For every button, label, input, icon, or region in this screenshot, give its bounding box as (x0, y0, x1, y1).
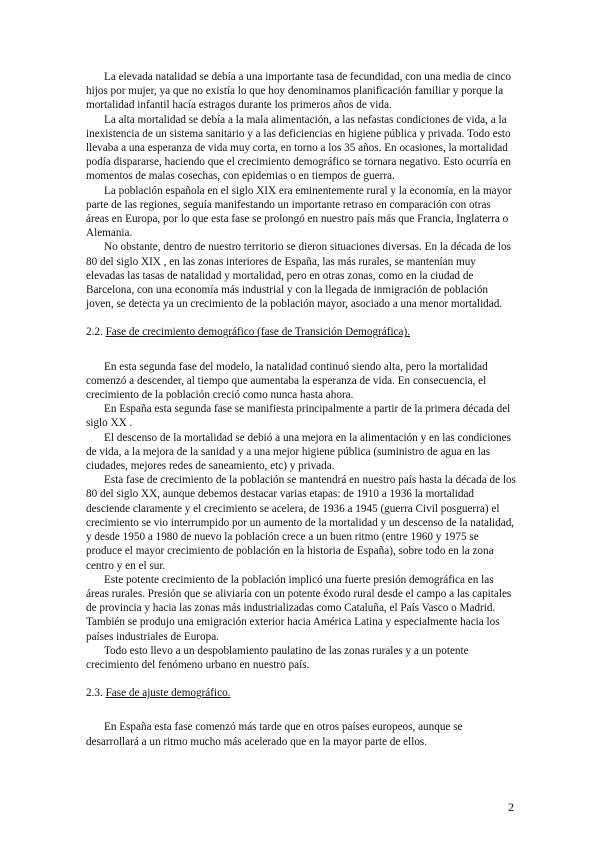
section-2-2-body (86, 360, 516, 672)
section-heading-2-2 (86, 325, 516, 339)
paragraph: La elevada natalidad se debía a una importante tasa de fecundidad, con una media de cinco hijos por mujer, ya que no existía lo que hoy denominamos planificación familiar y porque la mortalidad infantil hacía estragos durante los primeros años de vida. (86, 71, 511, 112)
paragraph: En España esta segunda fase se manifiesta principalmente a partir de la primera década del siglo XX . (86, 403, 511, 430)
section-2-3-body (86, 720, 516, 748)
section-number: 2.2. (86, 326, 103, 339)
page-number: 2 (508, 800, 514, 814)
section-title: Fase de crecimiento demográfico (fase de Transición Demográfica). (105, 326, 411, 339)
section-number: 2.3. (86, 687, 103, 700)
intro-section (86, 70, 516, 311)
section-heading-2-3 (86, 686, 516, 700)
paragraph: En España esta fase comenzó más tarde que en otros países europeos, aunque se desarrollará a un ritmo mucho más acelerado que en la mayor parte de ellos. (86, 721, 463, 748)
paragraph: Todo esto llevo a un despoblamiento paulatino de las zonas rurales y a un potente crecimiento del fenómeno urbano en nuestro país. (86, 644, 469, 671)
paragraph: El descenso de la mortalidad se debió a una mejora en la alimentación y en las condiciones de vida, a la mejora de la sanidad y a una mejor higiene pública (suministro de agua en las ciudades, mejores redes de saneamiento, etc) y privada. (86, 431, 511, 473)
paragraph: Esta fase de crecimiento de la población se mantendrá en nuestro país hasta la década de los 80 del siglo XX, aunque debemos destacar varias etapas: de 1910 a 1936 la mortalidad desciende claramente y el crecimiento se acelera, de 1936 a 1945 (guerra Civil posguerra) el crecimiento se vio interrumpido por un aumento de la mortalidad y un descenso de la natalidad, y desde 1950 a 1980 de nuevo la población crece a un buen ritmo (entre 1960 y 1975 se produce el mayor crecimiento de población en la historia de España), sobre todo en la zona centro y en el sur. (86, 474, 516, 572)
section-title: Fase de ajuste demográfico. (105, 687, 231, 700)
paragraph: La población española en el siglo XIX era eminentemente rural y la economía, en la mayor parte de las regiones, seguía manifestando un importante retraso en comparación con otras áreas en Europa, por lo que esta fase se prolongó en nuestro país más que Francia, Inglaterra o Alemania. (86, 184, 512, 240)
paragraph: No obstante, dentro de nuestro territorio se dieron situaciones diversas. En la década de los 80 del siglo XIX , en las zonas interiores de España, las más rurales, se mantenían muy elevadas las tasas de natalidad y mortalidad, pero en otras zonas, como en la ciudad de Barcelona, con una economía más industrial y con la llegada de inmigración de población joven, se detecta ya un crecimiento de la población mayor, asociado a una menor mortalidad. (86, 241, 511, 311)
paragraph: En esta segunda fase del modelo, la natalidad continuó siendo alta, pero la mortalidad comenzó a descender, al tiempo que aumentaba la esperanza de vida. En consecuencia, el crecimiento de la población creció como nunca hasta ahora. (86, 360, 488, 402)
document-body (86, 70, 516, 749)
paragraph: La alta mortalidad se debía a la mala alimentación, a las nefastas condiciones de vida, a la inexistencia de un sistema sanitario y a las deficiencias en higiene pública y privada. Todo esto llevaba a una esperanza de vida muy corta, en torno a los 35 años. En ocasiones, la mortalidad podía dispararse, haciendo que el crecimiento demográfico se tornara negativo. Esto ocurría en momentos de malas cosechas, con epidemias o en tiempos de guerra. (86, 113, 511, 183)
paragraph: Este potente crecimiento de la población implicó una fuerte presión demográfica en las áreas rurales. Presión que se aliviaría con un potente éxodo rural desde el campo a las capitales de provincia y hacia las zonas más industrializadas como Cataluña, el País Vasco o Madrid. También se produjo una emigración exterior hacia América Latina y especialmente hacia los países industriales de Europa. (86, 573, 512, 643)
